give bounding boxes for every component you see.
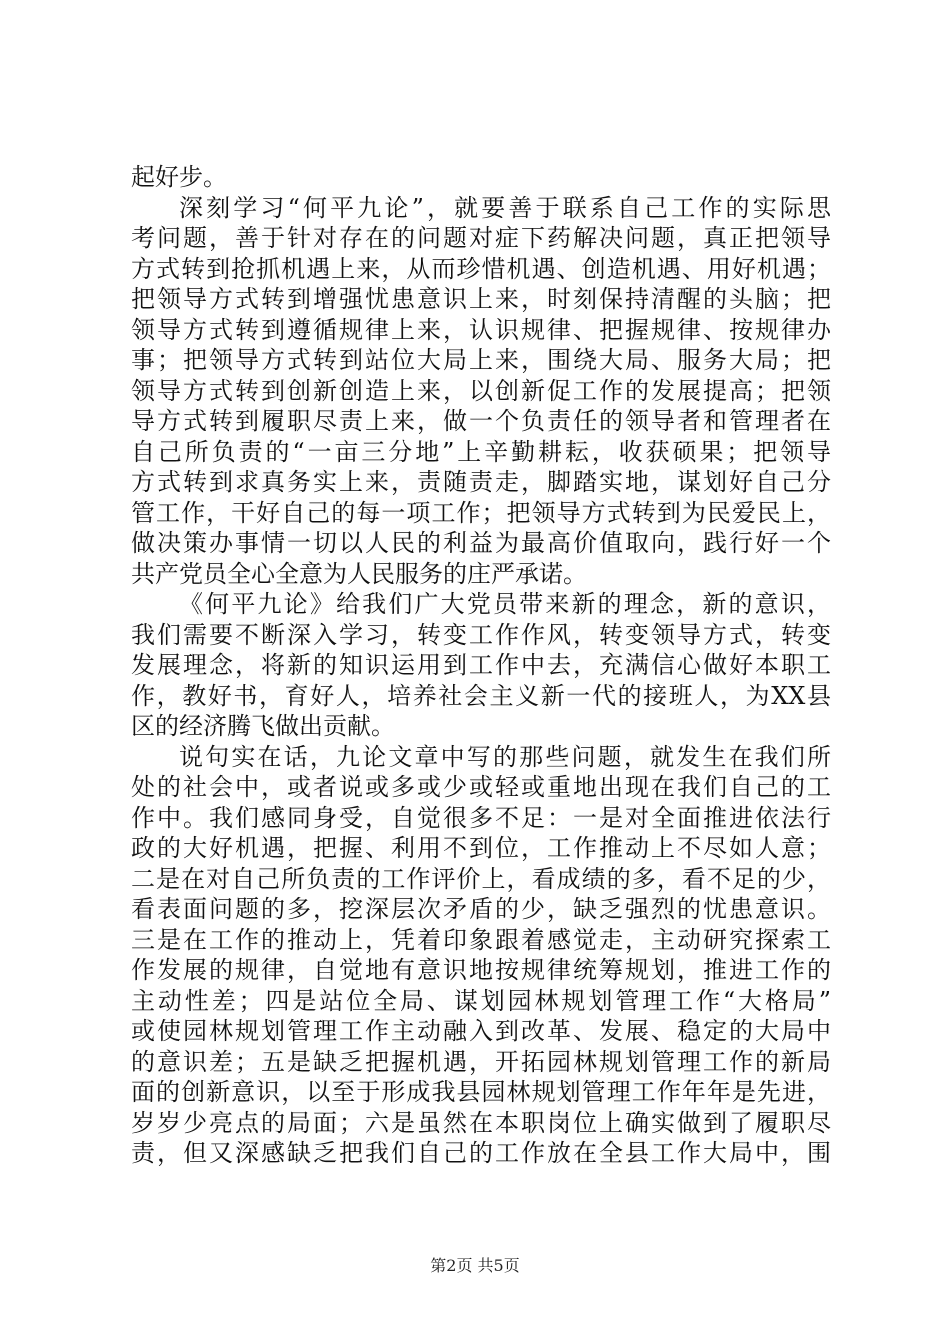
text-line: 领导方式转到创新创造上来，以创新促工作的发展提高；把领 <box>131 376 831 405</box>
text-line: 领导方式转到遵循规律上来，认识规律、把握规律、按规律办 <box>131 315 831 344</box>
text-line: 方式转到求真务实上来，责随责走，脚踏实地，谋划好自己分 <box>131 468 831 496</box>
text-line: 处的社会中，或者说或多或少或轻或重地出现在我们自己的工 <box>131 773 831 801</box>
text-line: 的意识差；五是缺乏把握机遇，开拓园林规划管理工作的新局 <box>131 1047 831 1076</box>
text-line: 区的经济腾飞做出贡献。 <box>131 712 395 740</box>
text-line: 岁岁少亮点的局面；六是虽然在本职岗位上确实做到了履职尽 <box>131 1108 831 1137</box>
text-line: 《何平九论》给我们广大党员带来新的理念，新的意识， <box>179 590 831 618</box>
text-line: 共产党员全心全意为人民服务的庄严承诺。 <box>131 559 587 588</box>
text-line: 作发展的规律，自觉地有意识地按规律统筹规划，推进工作的 <box>131 956 831 984</box>
text-line: 考问题，善于针对存在的问题对症下药解决问题，真正把领导 <box>131 224 831 252</box>
text-line: 深刻学习“何平九论”，就要善于联系自己工作的实际思 <box>179 193 831 222</box>
document-body <box>131 162 831 1169</box>
text-line: 说句实在话，九论文章中写的那些问题，就发生在我们所 <box>179 742 831 771</box>
text-line: 把领导方式转到增强忧患意识上来，时刻保持清醒的头脑；把 <box>131 285 831 313</box>
page-number-footer: 第2页 共5页 <box>430 1256 520 1275</box>
text-line: 看表面问题的多，挖深层次矛盾的少，缺乏强烈的忧患意识。 <box>131 895 831 923</box>
text-line: 方式转到抢抓机遇上来，从而珍惜机遇、创造机遇、用好机遇； <box>131 254 831 283</box>
text-line: 管工作，干好自己的每一项工作；把领导方式转到为民爱民上， <box>131 498 831 527</box>
text-line: 我们需要不断深入学习，转变工作作风，转变领导方式，转变 <box>131 620 831 649</box>
text-line: 主动性差；四是站位全局、谋划园林规划管理工作“大格局” <box>131 986 831 1015</box>
text-line: 或使园林规划管理工作主动融入到改革、发展、稳定的大局中 <box>131 1017 831 1045</box>
text-line: 起好步。 <box>131 163 227 191</box>
text-line: 二是在对自己所负责的工作评价上，看成绩的多，看不足的少， <box>131 864 831 893</box>
text-line: 导方式转到履职尽责上来，做一个负责任的领导者和管理者在 <box>131 407 831 435</box>
text-line: 政的大好机遇，把握、利用不到位，工作推动上不尽如人意； <box>131 834 831 862</box>
text-line: 做决策办事情一切以人民的利益为最高价值取向，践行好一个 <box>131 529 831 557</box>
text-line: 作，教好书，育好人，培养社会主义新一代的接班人，为XX县 <box>131 681 831 710</box>
text-line: 发展理念，将新的知识运用到工作中去，充满信心做好本职工 <box>131 651 831 679</box>
text-line: 作中。我们感同身受，自觉很多不足：一是对全面推进依法行 <box>131 803 831 832</box>
text-line: 面的创新意识，以至于形成我县园林规划管理工作年年是先进， <box>131 1078 831 1106</box>
text-line: 事；把领导方式转到站位大局上来，围绕大局、服务大局；把 <box>131 346 831 374</box>
text-line: 责，但又深感缺乏把我们自己的工作放在全县工作大局中，围 <box>131 1139 831 1167</box>
text-line: 自己所负责的“一亩三分地”上辛勤耕耘，收获硕果；把领导 <box>131 437 831 466</box>
text-line: 三是在工作的推动上，凭着印象跟着感觉走，主动研究探索工 <box>131 925 831 954</box>
